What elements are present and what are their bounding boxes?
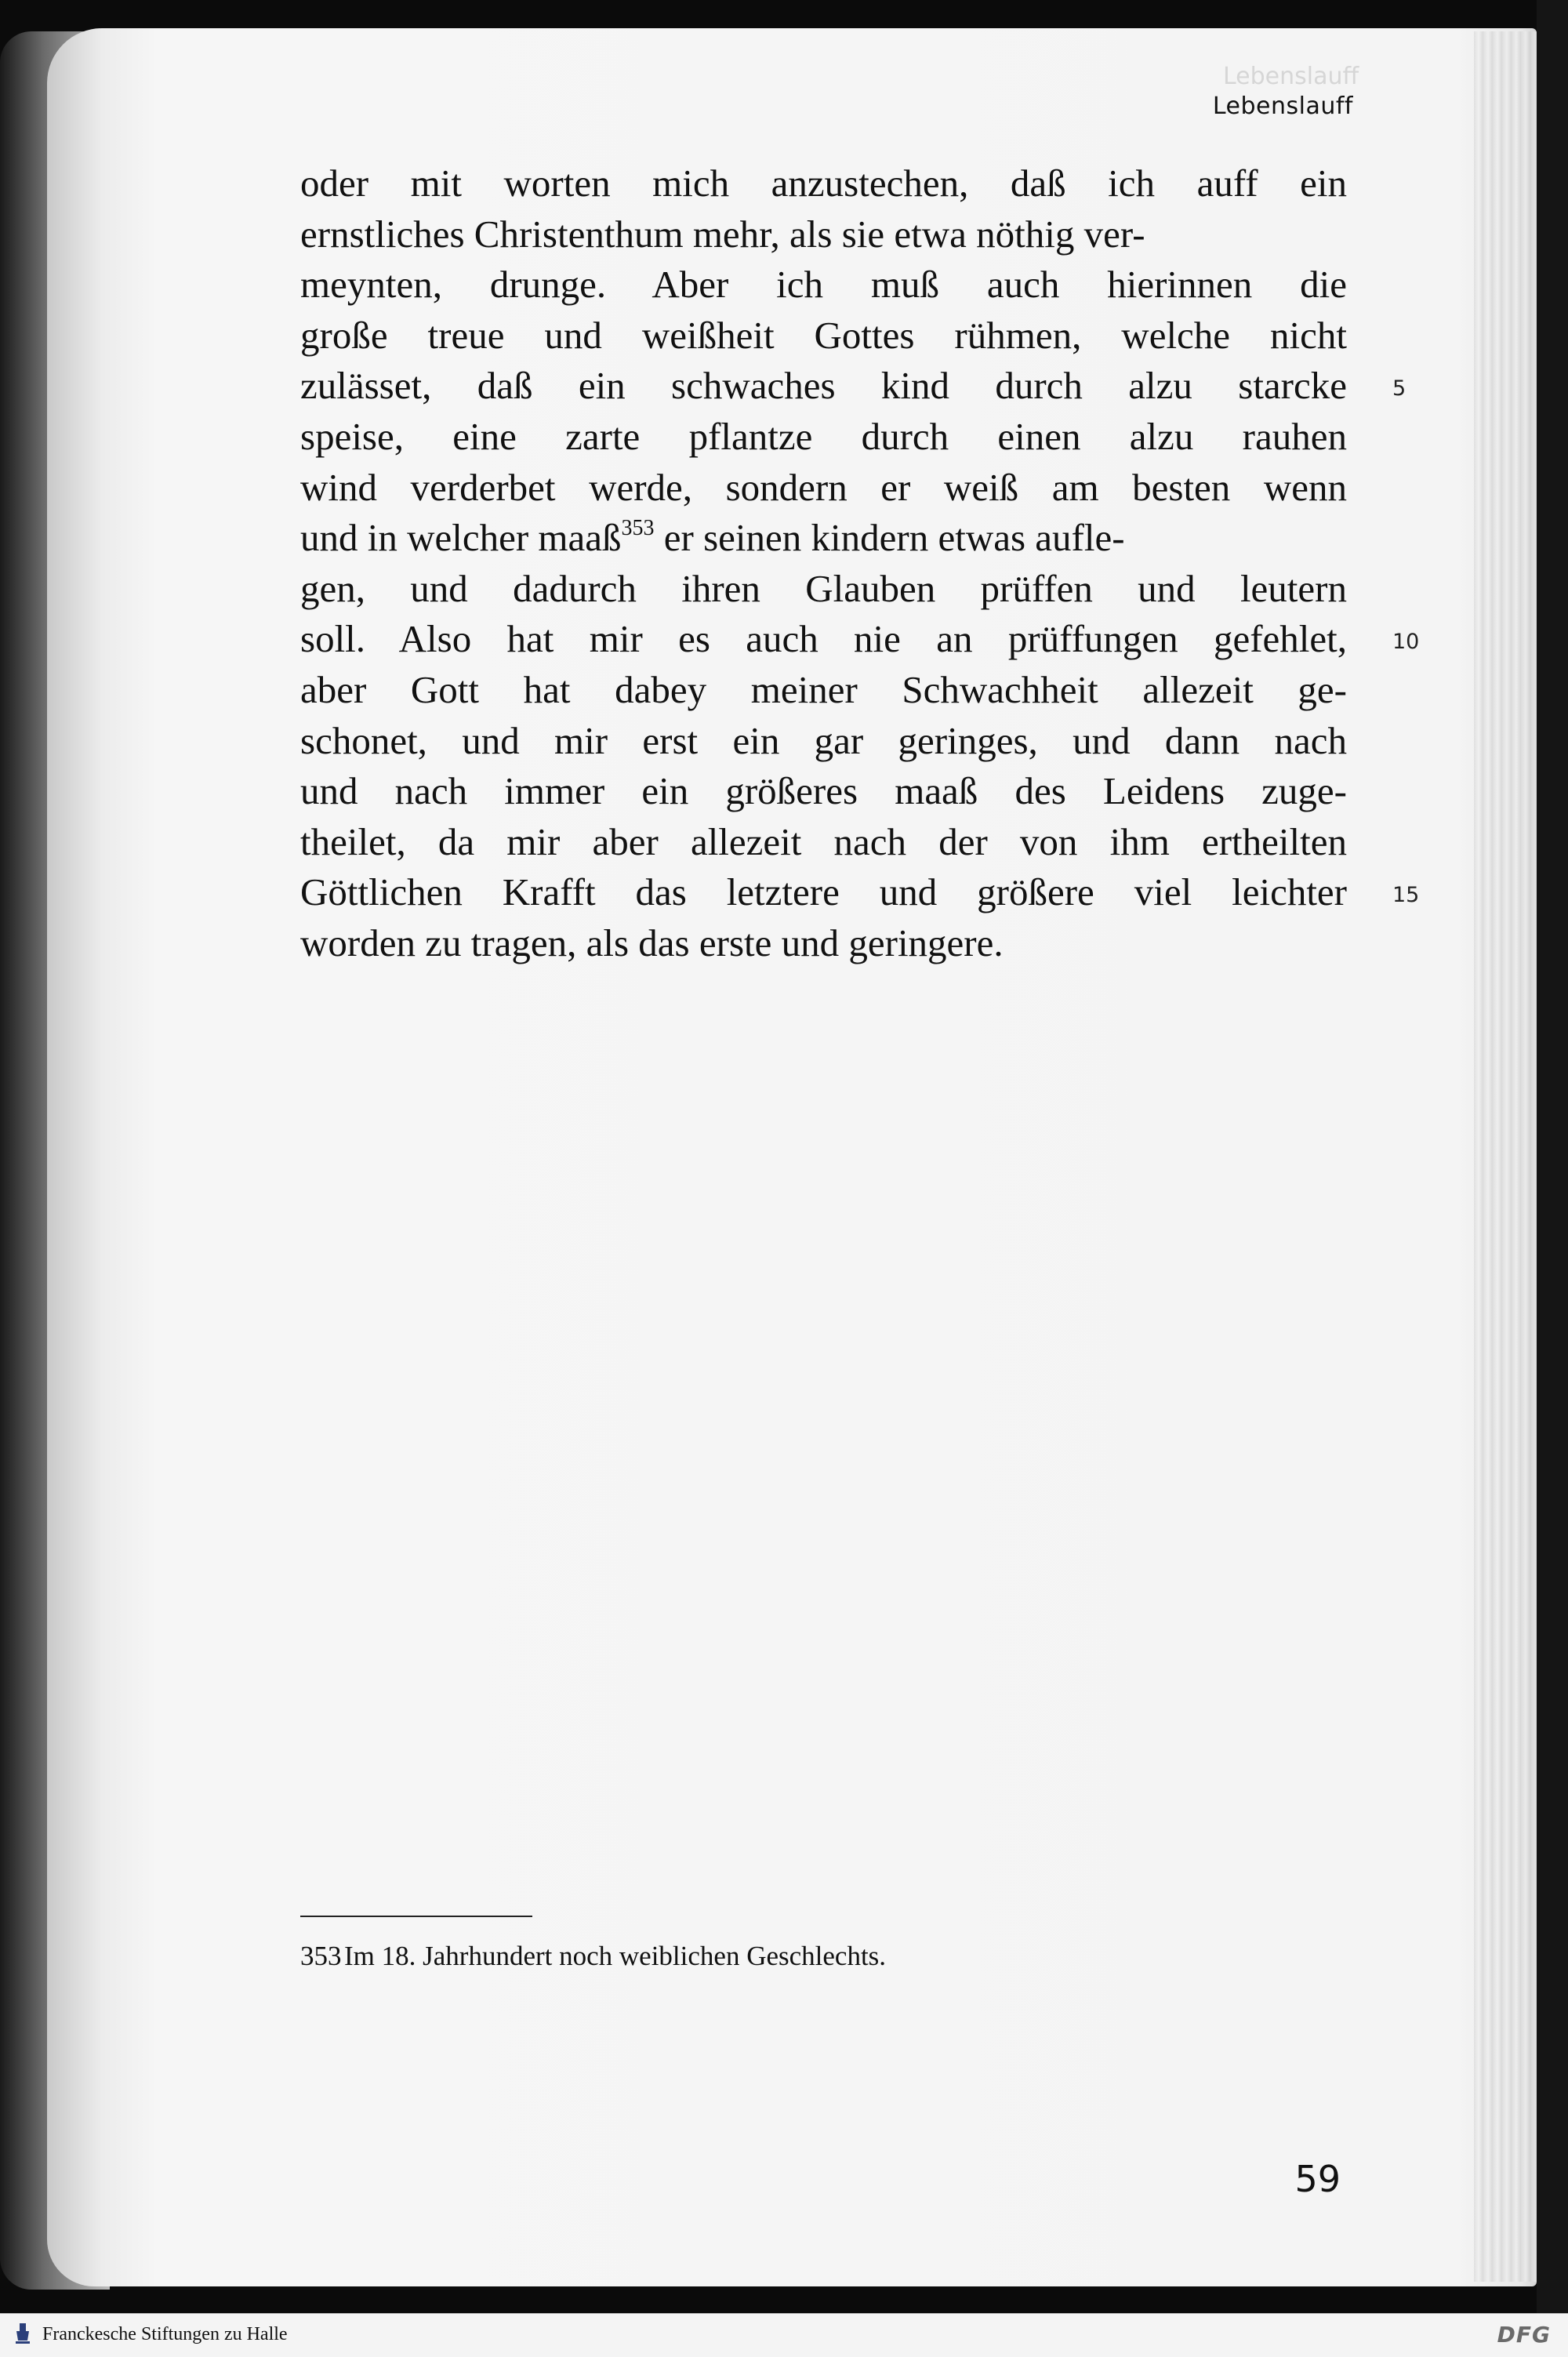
page-edges xyxy=(1474,31,1537,2282)
text-line: wind verderbet werde, sondern er weiß am besten wenn xyxy=(300,465,1347,509)
text-line: und nach immer ein größeres maaß des Leidens zuge- xyxy=(300,769,1347,813)
footnote xyxy=(300,1941,886,1972)
text-line: oder mit worten mich anzustechen, daß ich auff ein xyxy=(300,162,1347,205)
footnote-reference: 353 xyxy=(621,516,655,541)
text-line: aber Gott hat dabey meiner Schwachheit allezeit ge- xyxy=(300,667,1347,711)
scan-border xyxy=(1537,0,1568,2313)
text-line: soll. Also hat mir es auch nie an prüffungen gefehlet, xyxy=(300,617,1347,661)
line-number: 15 xyxy=(1392,883,1420,908)
line-number: 5 xyxy=(1392,376,1406,401)
show-through-text: Lebenslauff xyxy=(1223,63,1359,90)
running-head: Lebenslauff xyxy=(1212,93,1353,120)
text-line: große treue und weißheit Gottes rühmen, welche nicht xyxy=(300,313,1347,357)
footnote-rule xyxy=(300,1916,532,1917)
text-line: meynten, drunge. Aber ich muß auch hierinnen die xyxy=(300,263,1347,307)
institution-logo-icon xyxy=(14,2322,31,2345)
text-line: zulässet, daß ein schwaches kind durch alzu starcke xyxy=(300,364,1347,408)
text-line-segment: und in welcher maaß xyxy=(300,516,622,560)
text-line: worden zu tragen, als das erste und geringere. xyxy=(300,921,1004,964)
footnote-number: 353 xyxy=(300,1941,342,1971)
text-line: gen, und dadurch ihren Glauben prüffen und leutern xyxy=(300,566,1347,610)
text-line: ernstliches Christenthum mehr, als sie etwa nöthig ver- xyxy=(300,212,1145,256)
line-number: 10 xyxy=(1392,630,1420,655)
dfg-logo: DFG xyxy=(1497,2322,1551,2348)
text-line: speise, eine zarte pflantze durch einen alzu rauhen xyxy=(300,414,1347,458)
text-line: theilet, da mir aber allezeit nach der von ihm ertheilten xyxy=(300,819,1347,863)
viewer-footer xyxy=(0,2313,1568,2357)
page-number: 59 xyxy=(1294,2158,1341,2200)
text-line-segment: er seinen kindern etwas aufle- xyxy=(654,516,1125,560)
text-line: schonet, und mir erst ein gar geringes, und dann nach xyxy=(300,718,1347,762)
text-line xyxy=(300,513,1347,564)
footnote-text: Im 18. Jahrhundert noch weiblichen Geschlechts. xyxy=(344,1941,887,1971)
text-line: Göttlichen Krafft das letztere und größere viel leichter xyxy=(300,870,1347,914)
body-text xyxy=(300,158,1347,969)
institution-name: Franckesche Stiftungen zu Halle xyxy=(42,2324,288,2344)
